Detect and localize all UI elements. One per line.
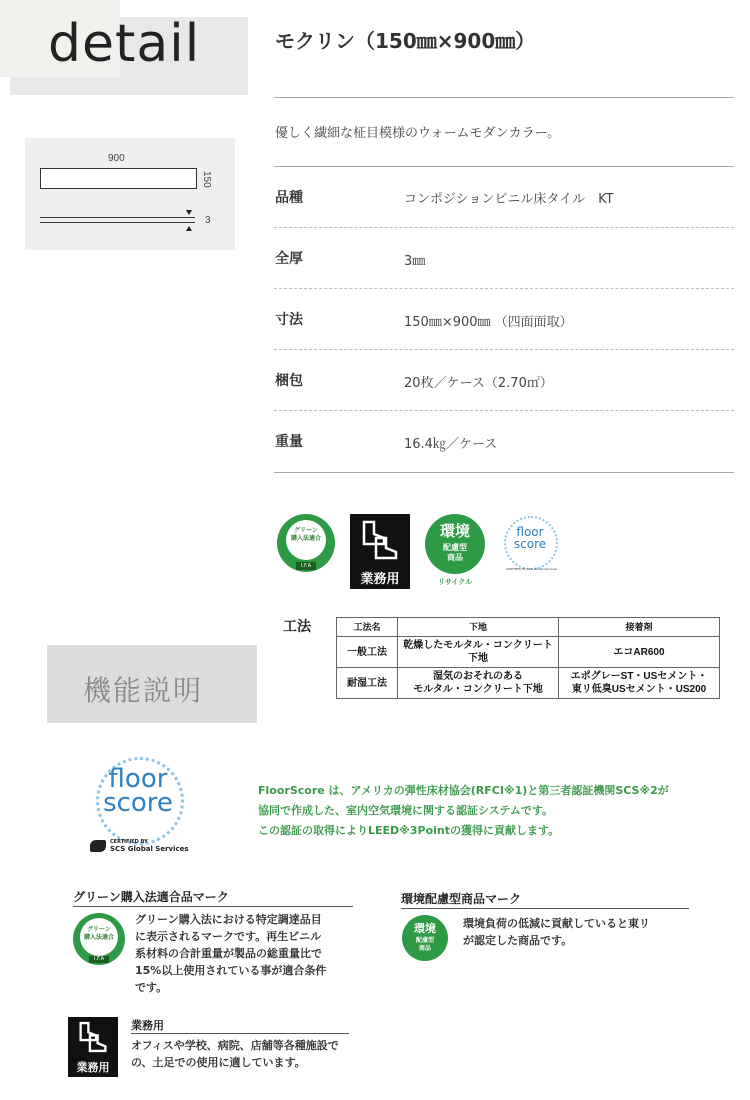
recycle-label: リサイクル [437,578,473,586]
commercial-description: オフィスや学校、病院、店舗等各種施設で の、土足での使用に適しています。 [131,1039,339,1069]
method-adhesive: エポグレーST・USセメント・ 東リ低臭USセメント・US200 [559,668,720,699]
spec-value-type: コンポジションビニル床タイル KT [404,192,614,207]
spec-label-weight: 重量 [275,434,303,450]
divider [274,349,734,350]
method-base: 乾燥したモルタル・コンクリート下地 [398,637,559,668]
green-mark-description: グリーン購入法における特定調達品目 に表示されるマークです。再生ビニル 系材料の合計重量が製品の総重量比で 15%以上使用されている事が適合条件 です。 [135,913,327,994]
length-label: 900 [108,153,125,164]
green-purchase-logo: グリーン 購入法適合 I.F.A [277,514,335,572]
method-base: 湿気のおそれのある モルタル・コンクリート下地 [398,668,559,699]
divider [274,410,734,411]
tile-side-bottom-line [40,222,195,223]
method-table [336,617,720,699]
method-label: 工法 [283,619,311,635]
spec-value-packing: 20枚／ケース（2.70㎡） [404,376,553,391]
divider [274,288,734,289]
method-adhesive: エコAR600 [559,637,720,668]
tile-top-view [40,168,197,189]
floorscore-description: FloorScore は、アメリカの弾性床材協会(RFCI※1)と第三者認証機関SCS※2が 協同で作成した、室内空気環境に関する認証システムです。 この認証の取得によりLEED※3Pointの獲得に貢献します。 [258,784,669,837]
spec-value-weight: 16.4㎏／ケース [404,437,498,452]
width-label: 150 [201,171,212,188]
shoe-icon [76,1020,110,1054]
spec-label-size: 寸法 [275,312,303,328]
commercial-use-logo: 業務用 [350,514,410,589]
arrow-up-icon [186,226,192,231]
spec-label-type: 品種 [275,190,303,206]
spec-value-thickness: 3㎜ [404,254,426,269]
method-name: 一般工法 [337,637,398,668]
eco-product-logo: 環境 配慮型 商品 [425,514,485,574]
table-header: 下地 [398,618,559,637]
method-name: 耐湿工法 [337,668,398,699]
table-header: 接着剤 [559,618,720,637]
commercial-title: 業務用 [131,1019,164,1032]
eco-product-logo: 環境 配慮型 商品 [402,915,448,961]
table-row [337,668,720,699]
green-purchase-logo: グリーン 購入法適合 I.F.A [73,913,125,965]
thickness-label: 3 [205,215,211,226]
detail-title: detail [48,14,201,74]
product-title: モクリン（150㎜×900㎜） [275,29,536,53]
spec-value-size: 150㎜×900㎜ （四面面取） [404,315,573,330]
divider [274,97,734,98]
shoe-icon [358,518,402,562]
eco-mark-description: 環境負荷の低減に貢献していると東リ が認定した商品です。 [463,917,650,947]
product-description: 優しく繊細な柾目模様のウォームモダンカラー。 [275,126,561,141]
spec-label-packing: 梱包 [275,373,303,389]
green-mark-title: グリーン購入法適合品マーク [73,890,229,904]
divider [73,906,353,907]
tile-size-diagram [25,138,235,250]
arrow-down-icon [186,210,192,215]
spec-label-thickness: 全厚 [275,251,303,267]
divider [401,908,689,909]
eco-mark-title: 環境配慮型商品マーク [401,892,522,906]
function-title: 機能説明 [83,674,204,707]
divider [131,1033,349,1034]
divider [274,227,734,228]
table-row [337,637,720,668]
divider [274,472,734,473]
floorscore-logo: floor score CERTIFIED BY SCS Global Services [88,755,188,855]
commercial-use-logo: 業務用 [68,1017,118,1077]
tile-side-top-line [40,217,195,218]
divider [274,166,734,167]
floorscore-logo-small: floor score CERTIFIED BY SCS Global Services [500,514,560,576]
table-header: 工法名 [337,618,398,637]
